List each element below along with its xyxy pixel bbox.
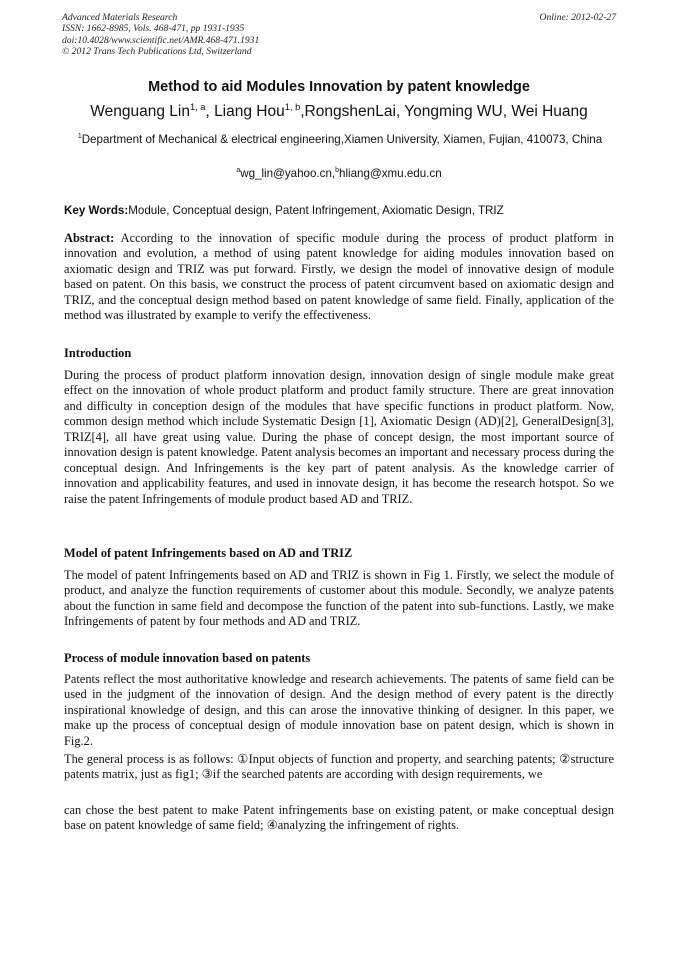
section-heading: Model of patent Infringements based on AD and TRIZ — [64, 546, 353, 560]
body-paragraph: The general process is as follows: ①Input objects of function and property, and searching patents; ②structure patents matrix, just as fig1; ③if the searched patents are according with design requirements, we — [64, 752, 614, 782]
journal-header — [62, 12, 616, 58]
journal-name: Advanced Materials Research — [62, 12, 178, 23]
section-heading: Process of module innovation based on patents — [64, 651, 311, 665]
body-paragraph: can chose the best patent to make Patent infringements base on existing patent, or make conceptual design base on patent knowledge of same field; ④analyzing the infringement of rights. — [64, 803, 614, 833]
author-emails — [40, 167, 638, 180]
author-name: , Liang Hou — [205, 103, 285, 120]
email-superscript: a — [236, 167, 241, 175]
email-link[interactable]: hliang@xmu.edu.cn — [339, 167, 442, 180]
email-link[interactable]: wg_lin@yahoo.cn, — [240, 167, 336, 180]
email-superscript: b — [335, 167, 339, 175]
section-heading: Introduction — [64, 346, 132, 360]
doi-line: doi:10.4028/www.scientific.net/AMR.468-471.1931 — [62, 34, 260, 46]
keywords — [64, 204, 616, 217]
author-names-rest: ,RongshenLai, Yongming WU, Wei Huang — [300, 103, 588, 120]
keywords-text: Module, Conceptual design, Patent Infringement, Axiomatic Design, TRIZ — [128, 204, 504, 217]
affiliation-text: Department of Mechanical & electrical engineering,Xiamen University, Xiamen, Fujian, 410073, China — [81, 133, 603, 146]
affiliation-superscript: 1 — [77, 133, 82, 141]
abstract — [64, 231, 614, 324]
body-paragraph: The model of patent Infringements based on AD and TRIZ is shown in Fig 1. Firstly, we select the module of product, and analyze the function requirements of customer about this module. Secondly, we analyze patents about the function in same field and decompose the function of the patent into sub-functions. Lastly, we make Infringements of patent by four methods and AD and TRIZ. — [64, 568, 614, 629]
issn-line: ISSN: 1662-8985, Vols. 468-471, pp 1931-1935 — [62, 23, 245, 35]
author-superscript: 1, a — [189, 101, 206, 112]
abstract-text: According to the innovation of specific module during the process of product platform in innovation and evolution, a method of using patent knowledge for aiding modules innovation based on axiomatic design and TRIZ was put forward. Firstly, we design the model of innovative design of module based on patent. On this basis, we construct the process of patent circumvent based on axiomatic design and TRIZ, and the conceptual design method based on patent knowledge of same field. Finally, application of the method was illustrated by example to verify the effectiveness. — [64, 231, 614, 323]
author-name: Wenguang Lin — [90, 103, 190, 120]
author-superscript: 1, b — [284, 101, 301, 112]
affiliation — [64, 132, 616, 147]
online-date: Online: 2012-02-27 — [539, 12, 616, 23]
abstract-label: Abstract: — [64, 231, 115, 245]
author-list — [40, 103, 638, 121]
keywords-label: Key Words: — [64, 204, 129, 217]
body-paragraph: During the process of product platform innovation design, innovation design of single module make great effect on the innovation of whole product platform and product family structure. There are great innovation and difficulty in conception design of the modules that have specific functions in product platform. Now, common design method which include Systematic Design [1], Axiomatic Design (AD)[2], GeneralDesign[3], TRIZ[4], all have great using value. During the phase of concept design, the most important source of innovation design is patent knowledge. Patent analysis becomes an important and necessary process during the conceptual design. And Infringements is the key part of patent analysis. As the knowledge carrier of innovation and applicability features, and used in innovate design, it has become the research hotspot. So we raise the patent Infringements of module product based AD and TRIZ. — [64, 368, 614, 506]
paper-title: Method to aid Modules Innovation by patent knowledge — [148, 79, 530, 95]
copyright-line: © 2012 Trans Tech Publications Ltd, Switzerland — [62, 46, 252, 58]
body-paragraph: Patents reflect the most authoritative knowledge and research achievements. The patents of same field can be used in the judgment of the innovation of design. And the design method of every patent is the directly inspirational knowledge of design, and this can arose the innovative thinking of designer. In this paper, we make up the process of conceptual design of module innovation base on patent design, which is shown in Fig.2. — [64, 672, 614, 748]
